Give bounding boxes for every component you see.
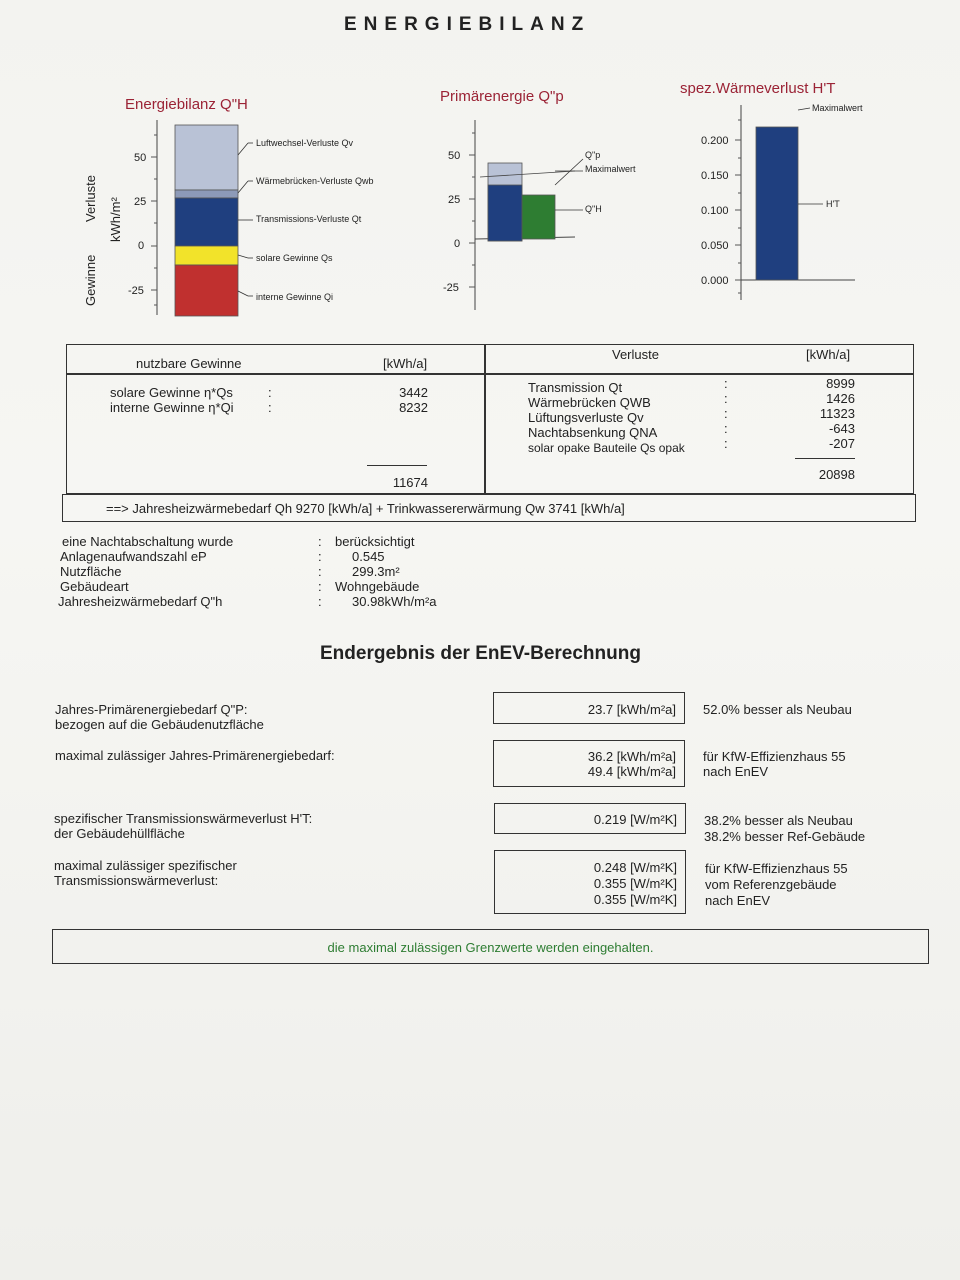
chart-title-waermeverlust: spez.Wärmeverlust H'T xyxy=(680,80,836,97)
waermeverlust-chart xyxy=(735,100,865,310)
tick-h-0000: 0.000 xyxy=(701,275,729,287)
result-value: 49.4 [kWh/m²a] xyxy=(587,764,676,779)
result-note: 38.2% besser als Neubau xyxy=(704,813,853,828)
loss-value: -207 xyxy=(828,436,855,451)
axis-label-gewinne: Gewinne xyxy=(83,254,98,306)
loss-label: Lüftungsverluste Qv xyxy=(528,410,644,425)
loss-sep: : xyxy=(724,391,728,406)
loss-label: Transmission Qt xyxy=(528,380,623,395)
losses-sum-line xyxy=(795,458,855,459)
result-label-line2: bezogen auf die Gebäudenutzfläche xyxy=(55,717,264,732)
loss-sep: : xyxy=(724,421,728,436)
tick-p-0: 0 xyxy=(454,238,461,250)
tick-0: 0 xyxy=(138,240,145,252)
info-label: Anlagenaufwandszahl eP xyxy=(60,549,207,564)
bar-interne-gewinne xyxy=(175,265,238,316)
result-heading: Endergebnis der EnEV-Berechnung xyxy=(320,643,641,664)
label-interne-gewinne: interne Gewinne Qi xyxy=(256,292,334,302)
axis-label-unit: kWh/m² xyxy=(108,197,123,242)
axis-ticks xyxy=(151,135,157,305)
result-value: 0.248 [W/m²K] xyxy=(593,860,677,875)
losses-header: Verluste xyxy=(612,347,659,362)
loss-label: Nachtabsenkung QNA xyxy=(528,425,658,440)
tick-25: 25 xyxy=(134,196,147,208)
info-sep: : xyxy=(318,594,322,609)
loss-label: solar opake Bauteile Qs opak xyxy=(528,441,685,455)
primaerenergie-chart xyxy=(440,115,600,315)
info-label: Jahresheizwärmebedarf Q"h xyxy=(58,594,223,609)
summary-line: ==> Jahresheizwärmebedarf Qh 9270 [kWh/a] + Trinkwassererwärmung Qw 3741 [kWh/a] xyxy=(106,501,625,516)
losses-unit: [kWh/a] xyxy=(806,347,851,362)
tick-p-minus25: -25 xyxy=(443,282,459,294)
gains-value: 8232 xyxy=(399,400,428,415)
bar-luftwechsel xyxy=(175,125,238,190)
loss-sep: : xyxy=(724,406,728,421)
result-value: 0.355 [W/m²K] xyxy=(593,892,677,907)
result-note: nach EnEV xyxy=(705,893,771,908)
info-sep: : xyxy=(318,579,322,594)
table-header-line xyxy=(66,373,914,375)
loss-value: 11323 xyxy=(819,406,855,421)
tick-h-0200: 0.200 xyxy=(701,135,729,147)
result-value: 23.7 [kWh/m²a] xyxy=(587,702,676,717)
loss-sep: : xyxy=(724,376,728,391)
info-value: 30.98kWh/m²a xyxy=(352,594,437,609)
gains-header: nutzbare Gewinne xyxy=(136,356,242,371)
label-luftwechsel: Luftwechsel-Verluste Qv xyxy=(256,138,354,148)
result-label-line2: der Gebäudehüllfläche xyxy=(54,826,185,841)
gains-sep: : xyxy=(268,400,272,415)
tick-h-0050: 0.050 xyxy=(701,240,729,252)
gains-total: 11674 xyxy=(392,475,428,490)
result-note: für KfW-Effizienzhaus 55 xyxy=(703,749,846,764)
label-qh: Q"H xyxy=(585,204,602,214)
info-label: Nutzfläche xyxy=(60,564,122,579)
result-value: 0.219 [W/m²K] xyxy=(593,812,677,827)
tick-h-0150: 0.150 xyxy=(701,170,729,182)
result-label-line1: maximal zulässiger spezifischer xyxy=(54,858,237,873)
loss-value: 8999 xyxy=(826,376,855,391)
info-value: berücksichtigt xyxy=(335,534,415,549)
label-transmission: Transmissions-Verluste Qt xyxy=(256,214,362,224)
gains-label: interne Gewinne η*Qi xyxy=(110,400,234,415)
gains-unit: [kWh/a] xyxy=(383,356,428,371)
result-note: 38.2% besser Ref-Gebäude xyxy=(704,829,866,844)
result-value: 36.2 [kWh/m²a] xyxy=(587,749,676,764)
result-note: für KfW-Effizienzhaus 55 xyxy=(705,861,848,876)
page-title: ENERGIEBILANZ xyxy=(344,14,591,35)
label-solare-gewinne: solare Gewinne Qs xyxy=(256,253,333,263)
info-label: eine Nachtabschaltung wurde xyxy=(62,534,234,549)
result-label-line1: Jahres-Primärenergiebedarf Q"P: xyxy=(55,702,248,717)
tick-50: 50 xyxy=(134,152,147,164)
table-divider xyxy=(484,344,486,494)
result-label-line1: spezifischer Transmissionswärmeverlust H'T: xyxy=(54,811,313,826)
info-sep: : xyxy=(318,564,322,579)
losses-total: 20898 xyxy=(818,467,855,482)
bar-waermebruecken xyxy=(175,190,238,198)
info-value: 299.3m² xyxy=(352,564,400,579)
info-sep: : xyxy=(318,549,322,564)
bar-solare-gewinne xyxy=(175,246,238,265)
result-label-line2: Transmissionswärmeverlust: xyxy=(54,873,219,888)
chart-title-primaerenergie: Primärenergie Q"p xyxy=(440,88,564,105)
gains-value: 3442 xyxy=(399,385,428,400)
gains-label: solare Gewinne η*Qs xyxy=(110,385,233,400)
loss-sep: : xyxy=(724,436,728,451)
verdict-text: die maximal zulässigen Grenzwerte werden eingehalten. xyxy=(327,940,654,955)
result-note: vom Referenzgebäude xyxy=(705,877,837,892)
gains-sum-line xyxy=(367,465,427,466)
label-h-ht: H'T xyxy=(826,199,840,209)
label-qp: Q"p xyxy=(585,150,601,160)
label-maximalwert: Maximalwert xyxy=(585,164,636,174)
axis-label-verluste: Verluste xyxy=(83,175,98,222)
info-value: 0.545 xyxy=(352,549,385,564)
result-label-line1: maximal zulässiger Jahres-Primärenergiebedarf: xyxy=(55,748,335,763)
result-note: 52.0% besser als Neubau xyxy=(703,702,852,717)
bar-ht xyxy=(756,127,798,280)
tick-p-50: 50 xyxy=(448,150,461,162)
label-h-maximalwert: Maximalwert xyxy=(812,103,863,113)
result-note: nach EnEV xyxy=(703,764,769,779)
bar-transmission xyxy=(175,198,238,246)
label-waermebruecken: Wärmebrücken-Verluste Qwb xyxy=(256,176,374,186)
bar-primaer-qp xyxy=(488,185,522,241)
loss-value: 1426 xyxy=(826,391,855,406)
loss-value: -643 xyxy=(828,421,855,436)
result-value: 0.355 [W/m²K] xyxy=(593,876,677,891)
info-label: Gebäudeart xyxy=(60,579,129,594)
gains-sep: : xyxy=(268,385,272,400)
chart-title-energiebilanz: Energiebilanz Q"H xyxy=(125,96,248,113)
tick-h-0100: 0.100 xyxy=(701,205,729,217)
tick-p-25: 25 xyxy=(448,194,461,206)
info-value: Wohngebäude xyxy=(335,579,420,594)
loss-label: Wärmebrücken QWB xyxy=(528,395,651,410)
info-sep: : xyxy=(318,534,322,549)
bar-primaer-qh xyxy=(522,195,555,239)
tick-minus25: -25 xyxy=(128,285,144,297)
